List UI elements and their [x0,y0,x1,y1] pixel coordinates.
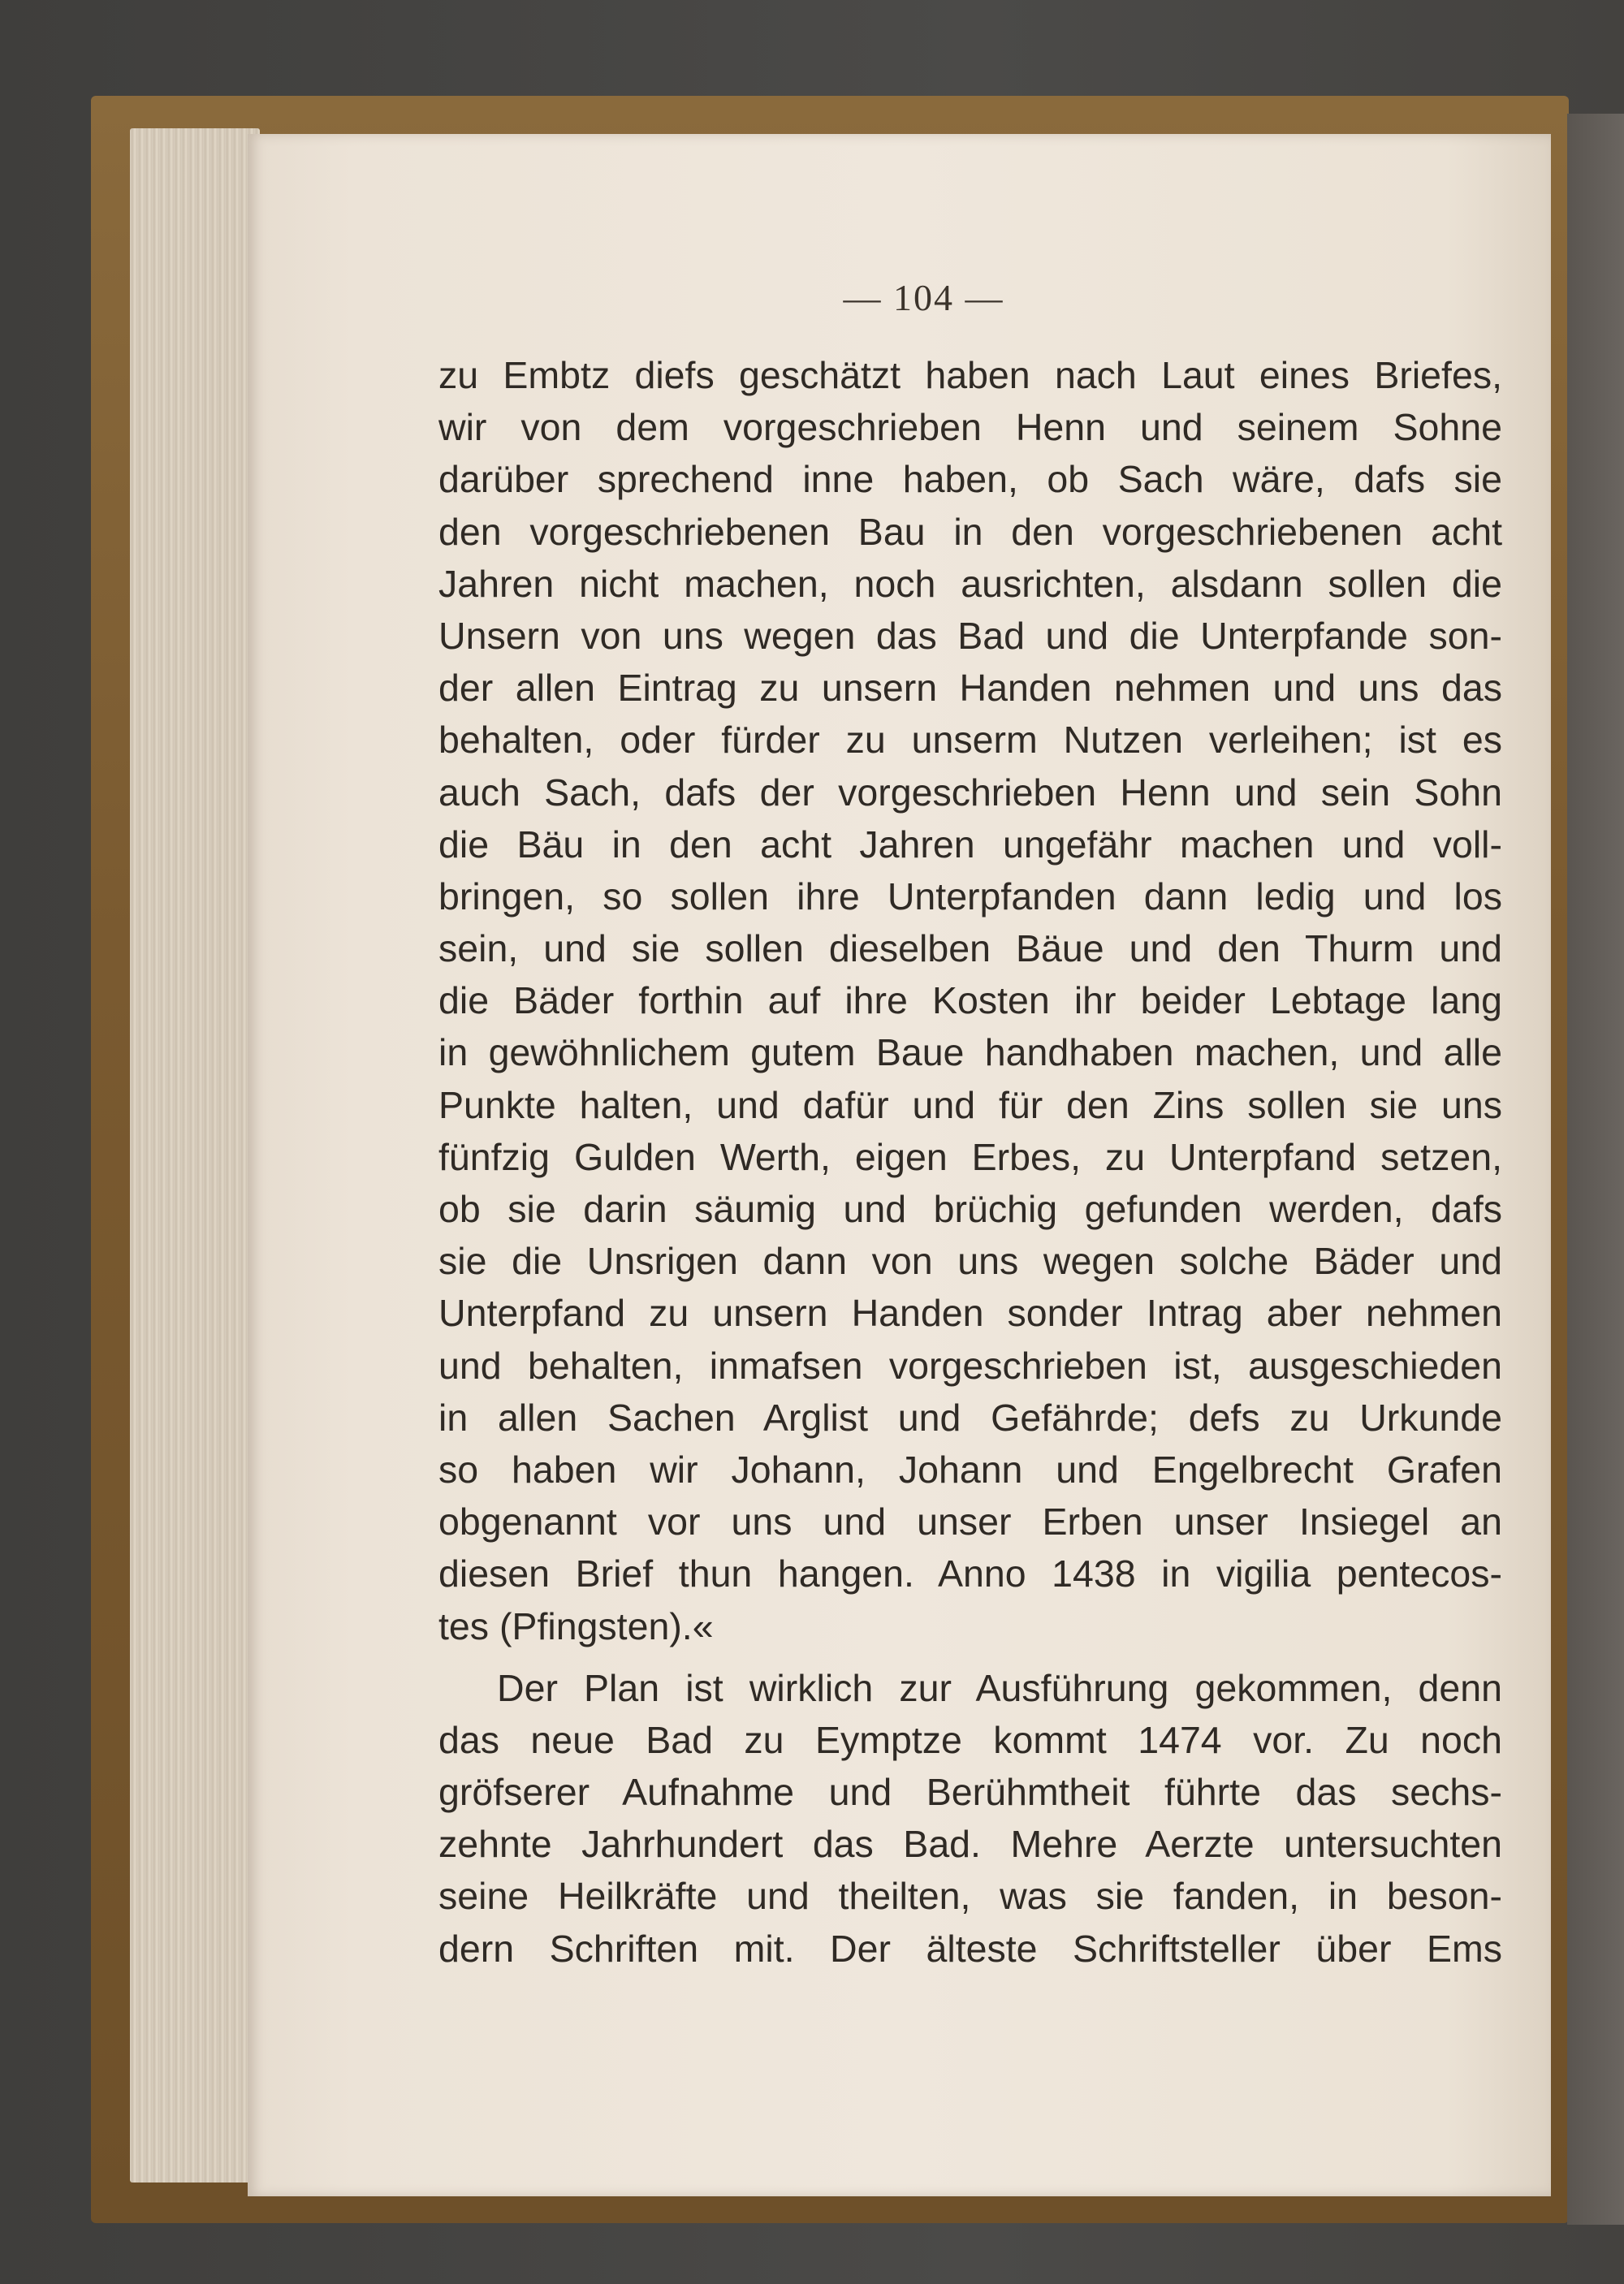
book-page [248,134,1551,2196]
text-line: zehnte Jahrhundert das Bad. Mehre Aerzte untersuchten [438,1823,1502,1866]
text-line: Unsern von uns wegen das Bad und die Unterpfande son- [438,614,1502,657]
text-line: Der Plan ist wirklich zur Ausführung gekommen, denn [497,1666,1502,1709]
body-text [438,349,1502,1975]
text-line: der allen Eintrag zu unsern Handen nehmen und uns das [438,667,1502,710]
text-line: den vorgeschriebenen Bau in den vorgeschriebenen acht [438,510,1502,553]
text-line: Jahren nicht machen, noch ausrichten, alsdann sollen die [438,562,1502,605]
text-line: dern Schriften mit. Der älteste Schriftsteller über Ems [438,1927,1502,1970]
text-line: in allen Sachen Arglist und Gefährde; defs zu Urkunde [438,1396,1502,1439]
text-line: darüber sprechend inne haben, ob Sach wäre, dafs sie [438,458,1502,501]
text-line: die Bäu in den acht Jahren ungefähr machen und voll- [438,822,1502,866]
text-line: und behalten, inmafsen vorgeschrieben ist, ausgeschieden [438,1344,1502,1387]
text-line: diesen Brief thun hangen. Anno 1438 in vigilia pentecos- [438,1552,1502,1595]
text-line: seine Heilkräfte und theilten, was sie fanden, in beson- [438,1875,1502,1918]
text-line: sein, und sie sollen dieselben Bäue und den Thurm und [438,927,1502,970]
text-line: so haben wir Johann, Johann und Engelbrecht Grafen [438,1448,1502,1491]
paragraph-1 [438,349,1502,1652]
text-line: wir von dem vorgeschrieben Henn und seinem Sohne [438,406,1502,449]
text-line: behalten, oder fürder zu unserm Nutzen verleihen; ist es [438,719,1502,762]
text-line: ob sie darin säumig und brüchig gefunden werden, dafs [438,1188,1502,1230]
text-line: tes (Pfingsten).« [438,1604,714,1647]
text-line: zu Embtz diefs geschätzt haben nach Laut eines Briefes, [438,354,1502,396]
facing-cover-edge [1567,114,1624,2225]
page-stack-edge [130,128,260,2183]
text-line: die Bäder forthin auf ihre Kosten ihr beider Lebtage lang [438,979,1502,1022]
page-number: — 104 — [843,277,1004,318]
paragraph-2 [438,1662,1502,1975]
text-line: bringen, so sollen ihre Unterpfanden dann ledig und los [438,874,1502,917]
text-line: fünfzig Gulden Werth, eigen Erbes, zu Unterpfand setzen, [438,1135,1502,1178]
paragraph-gap [438,1652,1502,1662]
text-line: obgenannt vor uns und unser Erben unser Insiegel an [438,1500,1502,1544]
text-line: gröfserer Aufnahme und Berühmtheit führte das sechs- [438,1771,1502,1814]
text-line: sie die Unsrigen dann von uns wegen solche Bäder und [438,1240,1502,1283]
text-line: auch Sach, dafs der vorgeschrieben Henn und sein Sohn [438,771,1502,814]
text-line: in gewöhnlichem gutem Baue handhaben machen, und alle [438,1031,1502,1074]
text-line: Unterpfand zu unsern Handen sonder Intrag aber nehmen [438,1292,1502,1335]
text-line: das neue Bad zu Eymptze kommt 1474 vor. Zu noch [438,1718,1502,1761]
text-line: Punkte halten, und dafür und für den Zins sollen sie uns [438,1083,1502,1126]
